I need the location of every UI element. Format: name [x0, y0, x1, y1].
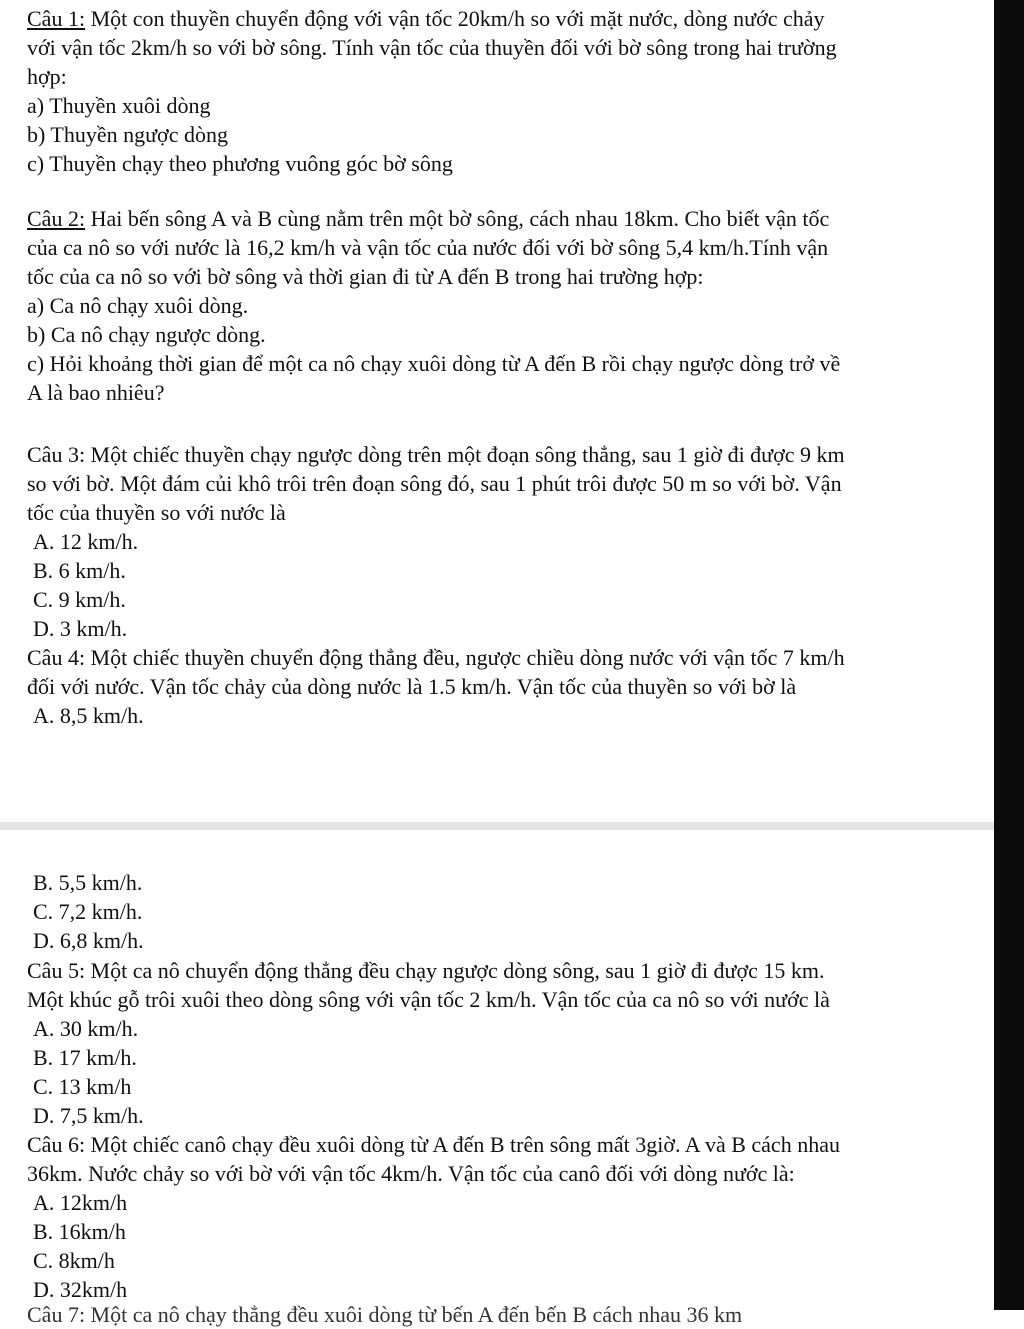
question-5-line-1: Câu 5: Một ca nô chuyển động thẳng đều chạy ngược dòng sông, sau 1 giờ đi được 15 km. [27, 958, 825, 983]
question-7-partial: Câu 7: Một ca nô chạy thẳng đều xuôi dòng từ bến A đến bến B cách nhau 36 km [27, 1302, 743, 1327]
question-4 [27, 643, 987, 730]
question-1-item-a: a) Thuyền xuôi dòng [27, 93, 211, 118]
question-5-option-b: B. 17 km/h. [33, 1045, 137, 1070]
screen-edge-strip [994, 0, 1024, 1310]
question-1 [27, 4, 987, 178]
question-1-line-2: với vận tốc 2km/h so với bờ sông. Tính vận tốc của thuyền đối với bờ sông trong hai trường [27, 35, 837, 60]
question-1-label: Câu 1: [27, 6, 86, 31]
question-2-line-2: của ca nô so với nước là 16,2 km/h và vận tốc của nước đối với bờ sông 5,4 km/h.Tính vận [27, 235, 829, 260]
question-3 [27, 440, 987, 643]
question-2 [27, 204, 987, 407]
question-6-line-1: Câu 6: Một chiếc canô chạy đều xuôi dòng từ A đến B trên sông mất 3giờ. A và B cách nhau [27, 1132, 840, 1157]
question-2-label: Câu 2: [27, 206, 86, 231]
question-4-line-1: Câu 4: Một chiếc thuyền chuyển động thẳng đều, ngược chiều dòng nước với vận tốc 7 km/h [27, 645, 845, 670]
question-6-option-a: A. 12km/h [33, 1190, 128, 1215]
question-2-item-c: c) Hỏi khoảng thời gian để một ca nô chạy xuôi dòng từ A đến B rồi chạy ngược dòng trở về [27, 351, 841, 376]
question-2-line-1: Câu 2: Hai bến sông A và B cùng nằm trên một bờ sông, cách nhau 18km. Cho biết vận tốc [27, 206, 830, 231]
question-4-option-a: A. 8,5 km/h. [33, 703, 144, 728]
question-4-option-d: D. 6,8 km/h. [33, 928, 144, 953]
question-6 [27, 1130, 987, 1304]
question-3-option-d: D. 3 km/h. [33, 616, 128, 641]
question-3-line-3: tốc của thuyền so với nước là [27, 500, 286, 525]
question-3-option-a: A. 12 km/h. [33, 529, 139, 554]
question-4-line-2: đối với nước. Vận tốc chảy của dòng nước là 1.5 km/h. Vận tốc của thuyền so với bờ là [27, 674, 797, 699]
question-5-line-2: Một khúc gỗ trôi xuôi theo dòng sông với vận tốc 2 km/h. Vận tốc của ca nô so với nước là [27, 987, 830, 1012]
question-2-line-3: tốc của ca nô so với bờ sông và thời gian đi từ A đến B trong hai trường hợp: [27, 264, 704, 289]
question-1-item-b: b) Thuyền ngược dòng [27, 122, 228, 147]
question-3-option-c: C. 9 km/h. [33, 587, 126, 612]
question-6-option-d: D. 32km/h [33, 1277, 128, 1302]
question-3-option-b: B. 6 km/h. [33, 558, 126, 583]
question-5 [27, 956, 987, 1130]
question-6-option-c: C. 8km/h [33, 1248, 115, 1273]
page-separator [0, 822, 994, 830]
question-1-item-c: c) Thuyền chạy theo phương vuông góc bờ sông [27, 151, 453, 176]
question-4-option-c: C. 7,2 km/h. [33, 899, 143, 924]
question-2-item-a: a) Ca nô chạy xuôi dòng. [27, 293, 249, 318]
question-4-continued [27, 868, 987, 955]
question-6-option-b: B. 16km/h [33, 1219, 126, 1244]
question-3-line-2: so với bờ. Một đám củi khô trôi trên đoạn sông đó, sau 1 phút trôi được 50 m so với bờ. Vận [27, 471, 842, 496]
question-5-option-a: A. 30 km/h. [33, 1016, 139, 1041]
question-1-line-3: hợp: [27, 64, 67, 89]
question-6-line-2: 36km. Nước chảy so với bờ với vận tốc 4km/h. Vận tốc của canô đối với dòng nước là: [27, 1161, 795, 1186]
question-5-option-c: C. 13 km/h [33, 1074, 132, 1099]
question-1-line-1: Câu 1: Một con thuyền chuyển động với vận tốc 20km/h so với mặt nước, dòng nước chảy [27, 6, 825, 31]
question-2-item-c-cont: A là bao nhiêu? [27, 380, 165, 405]
question-2-item-b: b) Ca nô chạy ngược dòng. [27, 322, 266, 347]
question-4-option-b: B. 5,5 km/h. [33, 870, 143, 895]
question-3-line-1: Câu 3: Một chiếc thuyền chạy ngược dòng trên một đoạn sông thẳng, sau 1 giờ đi được 9 km [27, 442, 845, 467]
question-5-option-d: D. 7,5 km/h. [33, 1103, 144, 1128]
